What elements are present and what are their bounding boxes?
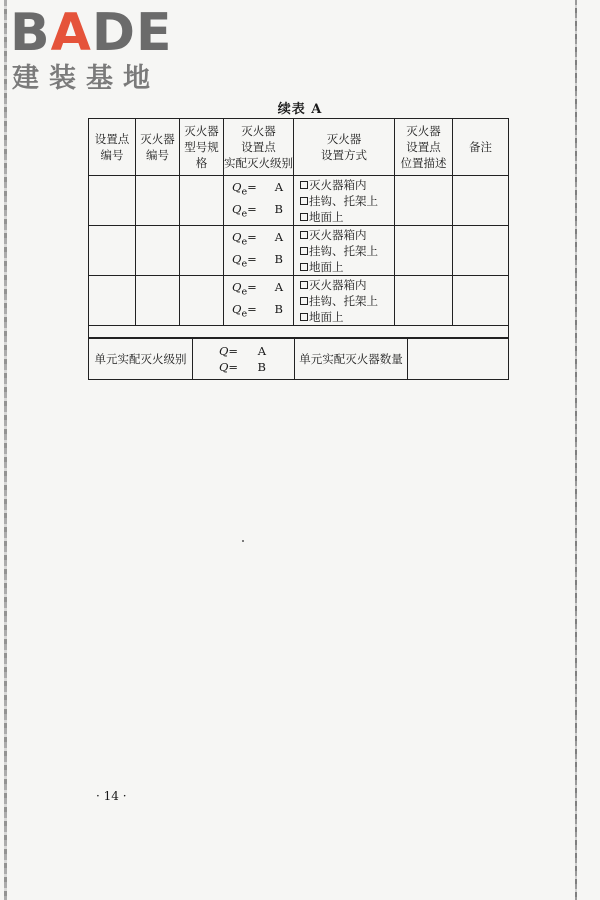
unit-b: B xyxy=(257,359,266,374)
summary-row xyxy=(89,338,509,380)
q-symbol: Q xyxy=(232,301,242,316)
checkbox-icon[interactable] xyxy=(300,231,308,239)
q-subscript: e xyxy=(241,257,248,269)
cell-location[interactable] xyxy=(395,276,453,326)
q-symbol: Q xyxy=(232,230,242,245)
cell-extinguisher-no[interactable] xyxy=(136,226,180,276)
q-symbol: Q xyxy=(232,251,242,266)
checkbox-icon[interactable] xyxy=(300,263,308,271)
header-text: 灭火器 xyxy=(406,124,441,138)
cell-point-no[interactable] xyxy=(89,226,136,276)
table-title: 续表 A xyxy=(277,102,323,117)
header-text: 灭火器 xyxy=(184,124,219,138)
page-number: · 14 · xyxy=(96,789,127,803)
option-floor: 地面上 xyxy=(309,309,344,324)
summary-level-label: 单元实配灭火级别 xyxy=(89,338,193,380)
checkbox-icon[interactable] xyxy=(300,281,308,289)
cell-remarks[interactable] xyxy=(453,226,509,276)
unit-b: B xyxy=(274,301,283,316)
logo-wordmark xyxy=(10,4,173,62)
cell-extinguisher-no[interactable] xyxy=(136,176,180,226)
cell-point-no[interactable] xyxy=(89,276,136,326)
extinguisher-table xyxy=(88,118,509,339)
scan-edge-right xyxy=(575,0,577,900)
unit-a: A xyxy=(274,280,283,295)
header-text: 型号规格 xyxy=(184,140,219,170)
logo-letter-b: B xyxy=(10,3,51,63)
header-location xyxy=(395,119,453,176)
q-equals: = xyxy=(247,201,257,216)
checkbox-icon[interactable] xyxy=(300,181,308,189)
header-text: 灭火器 xyxy=(326,132,362,146)
scan-speck xyxy=(242,540,244,542)
q-symbol: Q xyxy=(232,201,242,216)
table-row xyxy=(89,276,509,326)
q-subscript: e xyxy=(241,207,248,219)
summary-level-value xyxy=(193,338,295,380)
header-text: 设置方式 xyxy=(321,148,367,162)
header-model-spec xyxy=(180,119,224,176)
cell-fire-rating xyxy=(224,176,294,226)
summary-count-label: 单元实配灭火器数量 xyxy=(295,338,408,380)
cell-install-method xyxy=(294,226,395,276)
header-text: 编号 xyxy=(100,148,124,162)
cell-extinguisher-no[interactable] xyxy=(136,276,180,326)
cell-point-no[interactable] xyxy=(89,176,136,226)
option-floor: 地面上 xyxy=(309,259,344,274)
cell-model-spec[interactable] xyxy=(180,176,224,226)
logo-letters-de: DE xyxy=(91,3,173,63)
checkbox-icon[interactable] xyxy=(300,213,308,221)
bade-logo xyxy=(8,4,178,96)
option-hook-bracket: 挂钩、托架上 xyxy=(309,293,378,308)
option-hook-bracket: 挂钩、托架上 xyxy=(309,193,378,208)
header-text: 位置描述 xyxy=(400,156,447,170)
header-text: 设置点 xyxy=(94,132,130,146)
header-text: 设置点 xyxy=(406,140,441,154)
header-fire-rating xyxy=(224,119,294,176)
header-install-method xyxy=(294,119,395,176)
option-hook-bracket: 挂钩、托架上 xyxy=(309,243,378,258)
unit-a: A xyxy=(274,230,283,245)
q-subscript: e xyxy=(241,186,248,198)
cell-fire-rating xyxy=(224,276,294,326)
header-text: 实配灭火级别 xyxy=(224,156,293,170)
option-cabinet: 灭火器箱内 xyxy=(309,177,367,192)
q-equals: = xyxy=(247,301,257,316)
q-total-b: Q= xyxy=(219,359,239,374)
header-text: 灭火器 xyxy=(241,124,276,138)
option-cabinet: 灭火器箱内 xyxy=(309,227,367,242)
q-equals: = xyxy=(247,230,257,245)
header-text: 编号 xyxy=(146,148,169,162)
header-row xyxy=(89,119,509,176)
checkbox-icon[interactable] xyxy=(300,297,308,305)
header-text: 设置点 xyxy=(241,140,276,154)
header-extinguisher-no xyxy=(136,119,180,176)
cell-install-method xyxy=(294,276,395,326)
header-text: 灭火器 xyxy=(140,132,175,146)
unit-a: A xyxy=(274,180,283,195)
q-total-a: Q= xyxy=(219,343,239,358)
table-row xyxy=(89,176,509,226)
q-symbol: Q xyxy=(232,280,242,295)
cell-remarks[interactable] xyxy=(453,176,509,226)
cell-fire-rating xyxy=(224,226,294,276)
q-equals: = xyxy=(247,251,257,266)
table-row xyxy=(89,226,509,276)
q-equals: = xyxy=(247,280,257,295)
option-floor: 地面上 xyxy=(309,209,344,224)
cell-model-spec[interactable] xyxy=(180,276,224,326)
q-subscript: e xyxy=(241,307,248,319)
cell-location[interactable] xyxy=(395,176,453,226)
q-subscript: e xyxy=(241,236,248,248)
cell-model-spec[interactable] xyxy=(180,226,224,276)
q-symbol: Q xyxy=(232,180,242,195)
unit-a: A xyxy=(257,343,266,358)
header-remarks: 备注 xyxy=(453,119,509,176)
summary-table xyxy=(88,337,509,380)
scan-edge-left xyxy=(4,0,7,900)
logo-subtitle: 建装基地 xyxy=(12,63,160,94)
checkbox-icon[interactable] xyxy=(300,197,308,205)
cell-remarks[interactable] xyxy=(453,276,509,326)
unit-b: B xyxy=(274,201,283,216)
unit-b: B xyxy=(274,251,283,266)
checkbox-icon[interactable] xyxy=(300,247,308,255)
header-point-no xyxy=(89,119,136,176)
q-equals: = xyxy=(247,180,257,195)
cell-install-method xyxy=(294,176,395,226)
checkbox-icon[interactable] xyxy=(300,313,308,321)
summary-count-value[interactable] xyxy=(408,338,509,380)
q-subscript: e xyxy=(241,286,248,298)
cell-location[interactable] xyxy=(395,226,453,276)
logo-letter-a: A xyxy=(50,3,92,63)
option-cabinet: 灭火器箱内 xyxy=(309,277,367,292)
